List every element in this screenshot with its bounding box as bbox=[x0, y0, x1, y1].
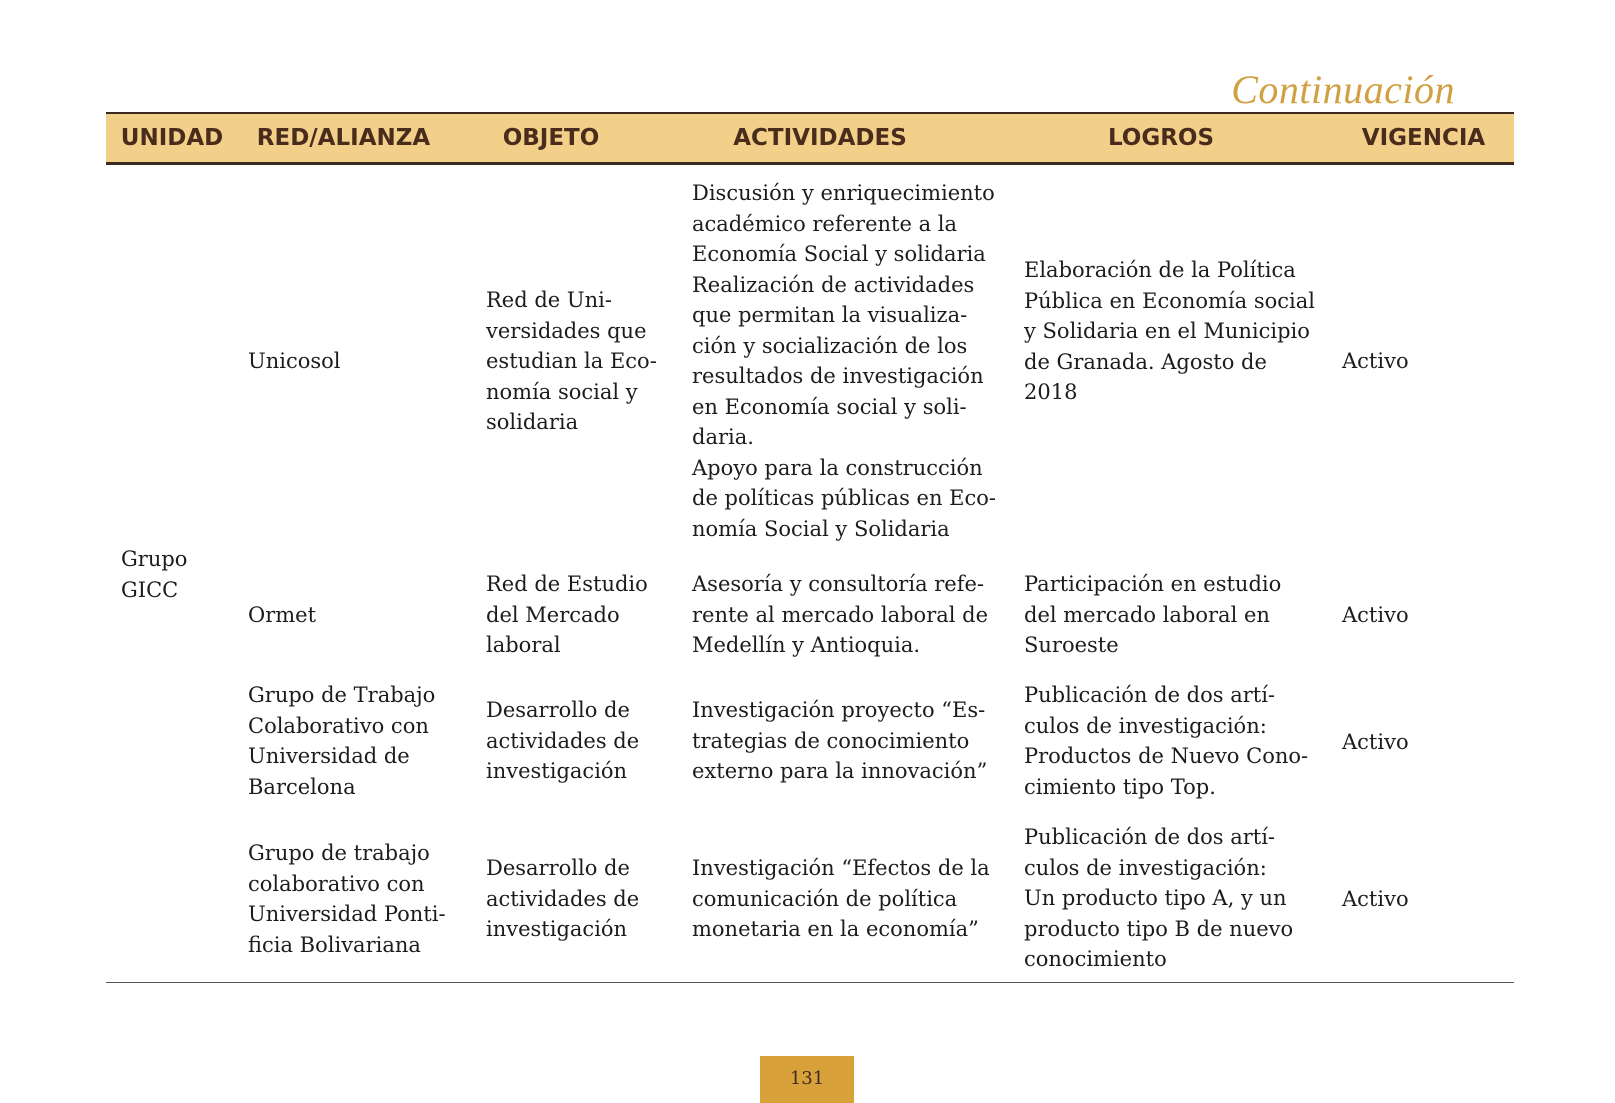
red-cell: Unicosol bbox=[248, 349, 341, 373]
vigencia-cell: Activo bbox=[1342, 603, 1409, 627]
unidad-cell: Grupo GICC bbox=[121, 547, 188, 602]
logros-cell: Publicación de dos artí- culos de investigación: Productos de Nuevo Cono- cimiento tipo Top. bbox=[1024, 683, 1309, 799]
logros-cell: Publicación de dos artí- culos de investigación: Un producto tipo A, y un producto tipo B de nuevo conocimiento bbox=[1024, 825, 1294, 971]
header-unidad: UNIDAD bbox=[120, 125, 224, 151]
actividades-cell: Investigación “Efectos de la comunicación de política monetaria en la economía” bbox=[692, 856, 990, 941]
objeto-cell: Red de Uni- versidades que estudian la Eco- nomía social y solidaria bbox=[486, 288, 657, 434]
red-cell: Ormet bbox=[248, 603, 317, 627]
table-bottom-rule bbox=[106, 982, 1514, 983]
vigencia-cell: Activo bbox=[1342, 730, 1409, 754]
actividades-cell: Investigación proyecto “Es- trategias de conocimiento externo para la innovación” bbox=[692, 698, 988, 783]
objeto-cell: Desarrollo de actividades de investigación bbox=[486, 698, 640, 783]
header-actividades: ACTIVIDADES bbox=[733, 125, 907, 151]
page-number-badge bbox=[760, 1056, 854, 1103]
vigencia-cell: Activo bbox=[1342, 349, 1409, 373]
header-vigencia: VIGENCIA bbox=[1361, 125, 1486, 151]
objeto-cell: Desarrollo de actividades de investigación bbox=[486, 856, 640, 941]
vigencia-cell: Activo bbox=[1342, 887, 1409, 911]
page-number: 131 bbox=[789, 1068, 825, 1089]
header-logros: LOGROS bbox=[1107, 125, 1215, 151]
header-objeto: OBJETO bbox=[502, 125, 600, 151]
table-header bbox=[106, 112, 1514, 165]
header-red-alianza: RED/ALIANZA bbox=[256, 125, 431, 151]
actividades-cell: Discusión y enriquecimiento académico referente a la Economía Social y solidaria Realización de actividades que permitan la visualiza- ción y socialización de los resultados de investigación en Economía social y soli- daria. Apoyo para la construcción de políticas públicas en Eco- nomía Social y Solidaria bbox=[692, 181, 996, 541]
red-cell: Grupo de trabajo colaborativo con Universidad Ponti- ficia Bolivariana bbox=[248, 841, 446, 957]
objeto-cell: Red de Estudio del Mercado laboral bbox=[486, 572, 648, 657]
red-cell: Grupo de Trabajo Colaborativo con Universidad de Barcelona bbox=[248, 683, 436, 799]
actividades-cell: Asesoría y consultoría refe- rente al mercado laboral de Medellín y Antioquia. bbox=[692, 572, 989, 657]
continuation-label: Continuación bbox=[1231, 67, 1455, 112]
logros-cell: Elaboración de la Política Pública en Economía social y Solidaria en el Municipio de Granada. Agosto de 2018 bbox=[1024, 258, 1315, 404]
logros-cell: Participación en estudio del mercado laboral en Suroeste bbox=[1024, 572, 1282, 657]
